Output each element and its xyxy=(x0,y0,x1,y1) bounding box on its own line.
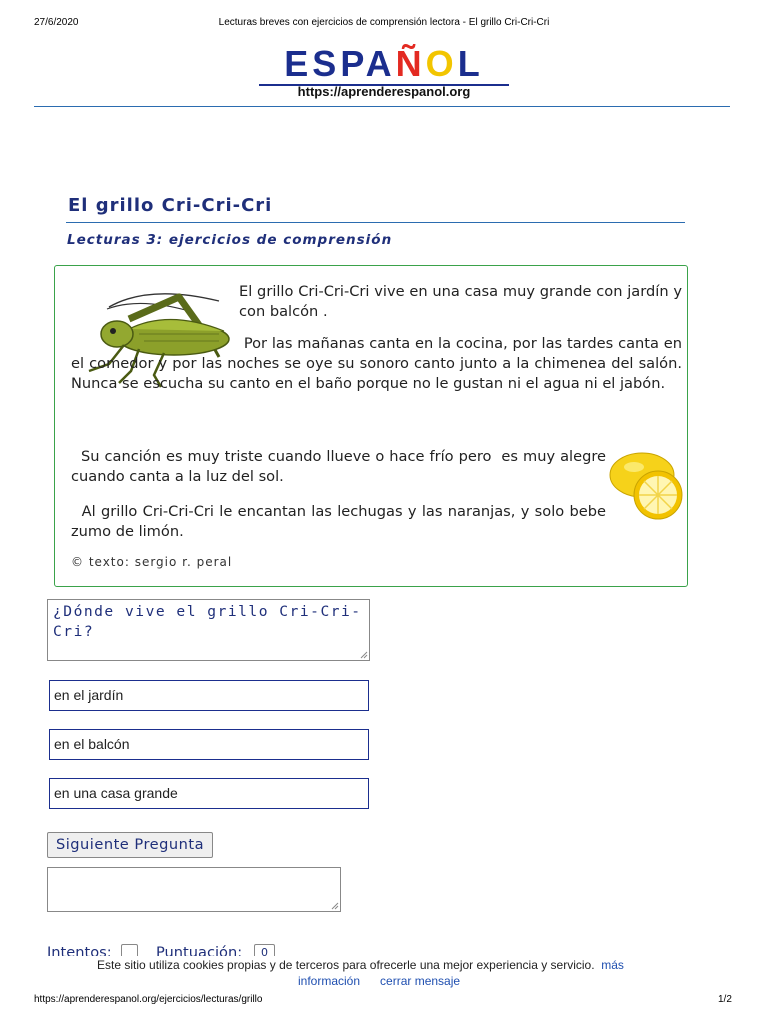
cookie-banner xyxy=(0,957,768,991)
logo-word-o: O xyxy=(425,43,458,84)
answer-option-1[interactable]: en el jardín xyxy=(49,680,369,711)
logo-word-part1: ESPA xyxy=(284,43,396,84)
reading-paragraph-1: El grillo Cri-Cri-Cri vive en una casa muy grande con jardín y con balcón . xyxy=(239,283,682,320)
print-header xyxy=(0,17,768,31)
logo-wordmark xyxy=(255,44,513,84)
print-page-number: 1/2 xyxy=(718,994,732,1005)
reading-text xyxy=(71,282,682,334)
resize-handle-icon[interactable] xyxy=(360,651,368,659)
print-footer-url: https://aprenderespanol.org/ejercicios/lecturas/grillo xyxy=(34,994,263,1005)
page-title: El grillo Cri-Cri-Cri xyxy=(68,195,273,216)
next-question-button[interactable]: Siguiente Pregunta xyxy=(47,832,213,858)
feedback-textarea[interactable] xyxy=(47,867,341,912)
reading-panel xyxy=(54,265,688,587)
cookie-line-2 xyxy=(298,973,460,989)
logo-url: https://aprenderespanol.org xyxy=(297,84,471,99)
score-label: Puntuación: xyxy=(156,944,243,956)
logo-word-l: L xyxy=(457,43,484,84)
more-info-link-part2[interactable]: información xyxy=(298,974,361,988)
cookie-line-1 xyxy=(97,957,697,973)
header-divider xyxy=(34,106,730,107)
score-row xyxy=(47,940,287,956)
resize-handle-icon[interactable] xyxy=(331,902,339,910)
logo-word-enye: Ñ xyxy=(395,43,426,84)
reading-paragraph-4: Al grillo Cri-Cri-Cri le encantan las lechugas y las naranjas, y solo bebe zumo de limón. xyxy=(71,503,611,540)
close-cookie-link[interactable]: cerrar mensaje xyxy=(380,974,461,988)
site-logo[interactable] xyxy=(255,44,513,98)
text-credit: © texto: sergio r. peral xyxy=(71,555,233,569)
attempts-field[interactable] xyxy=(121,944,138,956)
answer-option-3[interactable]: en una casa grande xyxy=(49,778,369,809)
score-field[interactable]: 0 xyxy=(254,944,275,956)
lemon-icon xyxy=(608,445,686,523)
question-text: ¿Dónde vive el grillo Cri-Cri-Cri? xyxy=(53,603,362,640)
reading-paragraph-3: Su canción es muy triste cuando llueve o hace frío pero es muy alegre cuando canta a la luz del sol. xyxy=(71,448,611,485)
question-textarea[interactable] xyxy=(47,599,370,661)
page-subtitle: Lecturas 3: ejercicios de comprensión xyxy=(67,232,393,248)
cookie-text: Este sitio utiliza cookies propias y de terceros para ofrecerle una mejor experiencia y servicio. xyxy=(97,958,595,972)
print-date: 27/6/2020 xyxy=(34,17,79,28)
print-title: Lecturas breves con ejercicios de comprensión lectora - El grillo Cri-Cri-Cri xyxy=(218,17,550,28)
reading-paragraph-2: Por las mañanas canta en la cocina, por las tardes canta en el comedor y por las noches se oye su sonoro canto junto a la chimenea del salón. Nunca se escucha su canto en el baño porque no le gustan ni el agua ni el jabón. xyxy=(71,335,687,392)
title-divider xyxy=(66,222,685,223)
more-info-link-part1[interactable]: más xyxy=(601,958,624,972)
attempts-label: Intentos: xyxy=(47,944,112,956)
answer-option-2[interactable]: en el balcón xyxy=(49,729,369,760)
